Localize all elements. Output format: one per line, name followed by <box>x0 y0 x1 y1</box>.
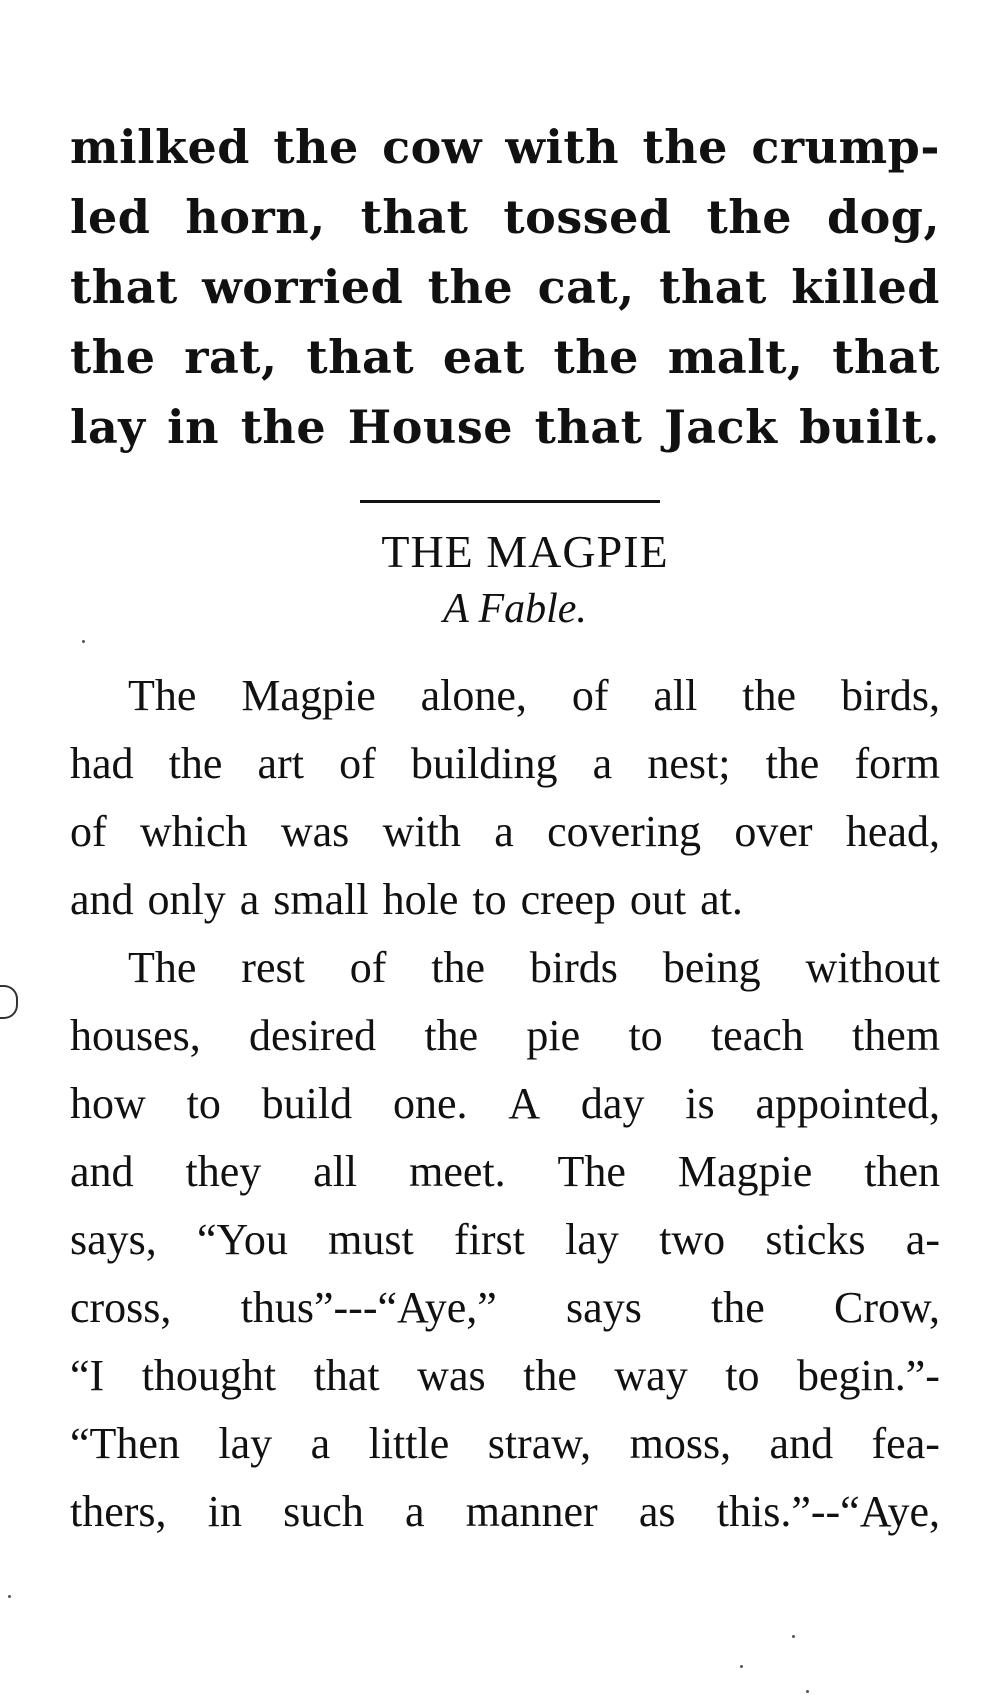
section-subtitle: A Fable. <box>443 586 587 632</box>
text-line <box>70 1010 940 1061</box>
word: art <box>257 739 304 788</box>
word: sticks <box>765 1215 866 1264</box>
word: was <box>280 807 350 856</box>
word: build <box>261 1079 353 1128</box>
word: all <box>653 671 698 720</box>
word: Magpie <box>677 1147 813 1196</box>
text-line <box>70 120 940 174</box>
text-line <box>70 260 940 314</box>
word: all <box>313 1147 358 1196</box>
word: to <box>472 875 507 924</box>
word: at. <box>700 875 743 924</box>
word: moss, <box>629 1419 732 1468</box>
word: cat, <box>537 260 635 314</box>
word: that <box>360 190 469 244</box>
word: the <box>424 1011 479 1060</box>
word: that <box>832 330 940 384</box>
word: a- <box>905 1215 940 1264</box>
word: fea- <box>871 1419 940 1468</box>
word: the <box>240 400 327 454</box>
word: which <box>140 807 248 856</box>
word: must <box>328 1215 414 1264</box>
word: the <box>742 671 797 720</box>
word: the <box>642 120 728 174</box>
word: with <box>382 807 461 856</box>
word: they <box>185 1147 262 1196</box>
word: being <box>662 943 761 992</box>
word: “You <box>197 1215 288 1264</box>
word: appointed, <box>755 1079 940 1128</box>
ink-speck <box>792 1635 795 1638</box>
word: and <box>769 1419 834 1468</box>
word: the <box>273 120 359 174</box>
text-line <box>128 670 940 721</box>
text-line <box>70 1146 940 1197</box>
text-line <box>70 806 940 857</box>
word: tossed <box>503 190 672 244</box>
text-line <box>70 1214 940 1265</box>
word: in <box>167 400 220 454</box>
word: House <box>347 400 514 454</box>
word: killed <box>791 260 940 314</box>
word: cow <box>382 120 482 174</box>
word: of <box>339 739 376 788</box>
word: The <box>557 1147 626 1196</box>
word: to <box>725 1351 760 1400</box>
word: worried <box>202 260 404 314</box>
text-line <box>70 400 940 454</box>
word: is <box>685 1079 715 1128</box>
word: only <box>147 875 226 924</box>
word: lay <box>565 1215 619 1264</box>
word: horn, <box>185 190 326 244</box>
word: begin.”- <box>796 1351 940 1400</box>
word: that <box>313 1351 380 1400</box>
text-line <box>70 1418 940 1469</box>
ink-speck <box>8 1595 11 1598</box>
word: eat <box>442 330 525 384</box>
word: cross, <box>70 1283 172 1332</box>
word: birds, <box>840 671 940 720</box>
word: “Then <box>70 1419 180 1468</box>
word: Magpie <box>241 671 376 720</box>
text-line <box>70 738 940 789</box>
word: building <box>410 739 558 788</box>
word: the <box>168 739 223 788</box>
ink-speck <box>806 1690 809 1693</box>
word: how <box>70 1079 146 1128</box>
word: houses, <box>70 1011 201 1060</box>
word: pie <box>526 1011 581 1060</box>
word: with <box>505 120 620 174</box>
word: of <box>70 807 107 856</box>
word: milked <box>70 120 250 174</box>
word: dog, <box>826 190 940 244</box>
margin-mark <box>0 985 18 1019</box>
word: over <box>734 807 813 856</box>
text-line <box>70 330 940 384</box>
word: desired <box>249 1011 377 1060</box>
word: says, <box>70 1215 157 1264</box>
word: rat, <box>184 330 278 384</box>
word: crump- <box>751 120 940 174</box>
word: led <box>70 190 151 244</box>
word: that <box>306 330 415 384</box>
word: the <box>70 330 156 384</box>
word: built. <box>799 400 940 454</box>
word: a <box>239 875 260 924</box>
word: without <box>805 943 940 992</box>
word: form <box>854 739 940 788</box>
word: day <box>580 1079 645 1128</box>
word: meet. <box>409 1147 506 1196</box>
word: the <box>711 1283 765 1332</box>
ink-speck <box>740 1665 743 1668</box>
word: the <box>431 943 486 992</box>
word: the <box>706 190 792 244</box>
word: birds <box>529 943 618 992</box>
word: in <box>207 1487 242 1536</box>
word: as <box>638 1487 676 1536</box>
word: then <box>864 1147 940 1196</box>
word: nest; <box>647 739 731 788</box>
word: a <box>405 1487 425 1536</box>
word: thers, <box>70 1487 167 1536</box>
word: little <box>368 1419 450 1468</box>
word: rest <box>241 943 305 992</box>
word: covering <box>547 807 702 856</box>
ink-speck <box>82 640 85 643</box>
word: straw, <box>487 1419 592 1468</box>
word: that <box>70 260 178 314</box>
word: had <box>70 739 134 788</box>
word: out <box>629 875 687 924</box>
word: small <box>273 875 369 924</box>
word: hole <box>382 875 459 924</box>
word: says <box>566 1283 642 1332</box>
word: to <box>628 1011 663 1060</box>
word: the <box>553 330 639 384</box>
word: two <box>659 1215 726 1264</box>
word: malt, <box>667 330 804 384</box>
word: that <box>534 400 643 454</box>
word: The <box>128 943 197 992</box>
section-divider <box>360 500 660 503</box>
word: of <box>349 943 387 992</box>
word: of <box>571 671 609 720</box>
word: to <box>186 1079 221 1128</box>
word: A <box>508 1079 541 1128</box>
text-line <box>70 190 940 244</box>
section-title: THE MAGPIE <box>381 526 669 577</box>
word: Crow, <box>834 1283 940 1332</box>
word: The <box>128 671 197 720</box>
word: them <box>852 1011 940 1060</box>
word: lay <box>70 400 146 454</box>
word: a <box>592 739 613 788</box>
text-line <box>70 1486 940 1537</box>
word: lay <box>218 1419 273 1468</box>
text-line <box>128 942 940 993</box>
word: such <box>283 1487 364 1536</box>
word: creep <box>520 875 616 924</box>
word: and <box>70 875 134 924</box>
word: manner <box>465 1487 598 1536</box>
word: way <box>614 1351 688 1400</box>
word: that <box>659 260 767 314</box>
text-line <box>70 1078 940 1129</box>
word: alone, <box>420 671 527 720</box>
word: the <box>765 739 820 788</box>
word: thought <box>141 1351 277 1400</box>
word: Jack <box>664 400 778 454</box>
word: first <box>453 1215 525 1264</box>
word: head, <box>845 807 940 856</box>
word: “I <box>70 1351 105 1400</box>
word: the <box>523 1351 577 1400</box>
word: was <box>417 1351 486 1400</box>
text-line <box>70 1282 940 1333</box>
text-line <box>70 874 940 925</box>
word: the <box>427 260 514 314</box>
word: a <box>494 807 514 856</box>
word: thus”---“Aye,” <box>240 1283 497 1332</box>
word: a <box>310 1419 331 1468</box>
word: and <box>70 1147 134 1196</box>
word: teach <box>710 1011 804 1060</box>
text-line <box>70 1350 940 1401</box>
word: one. <box>392 1079 468 1128</box>
word: this.”--“Aye, <box>716 1487 940 1536</box>
